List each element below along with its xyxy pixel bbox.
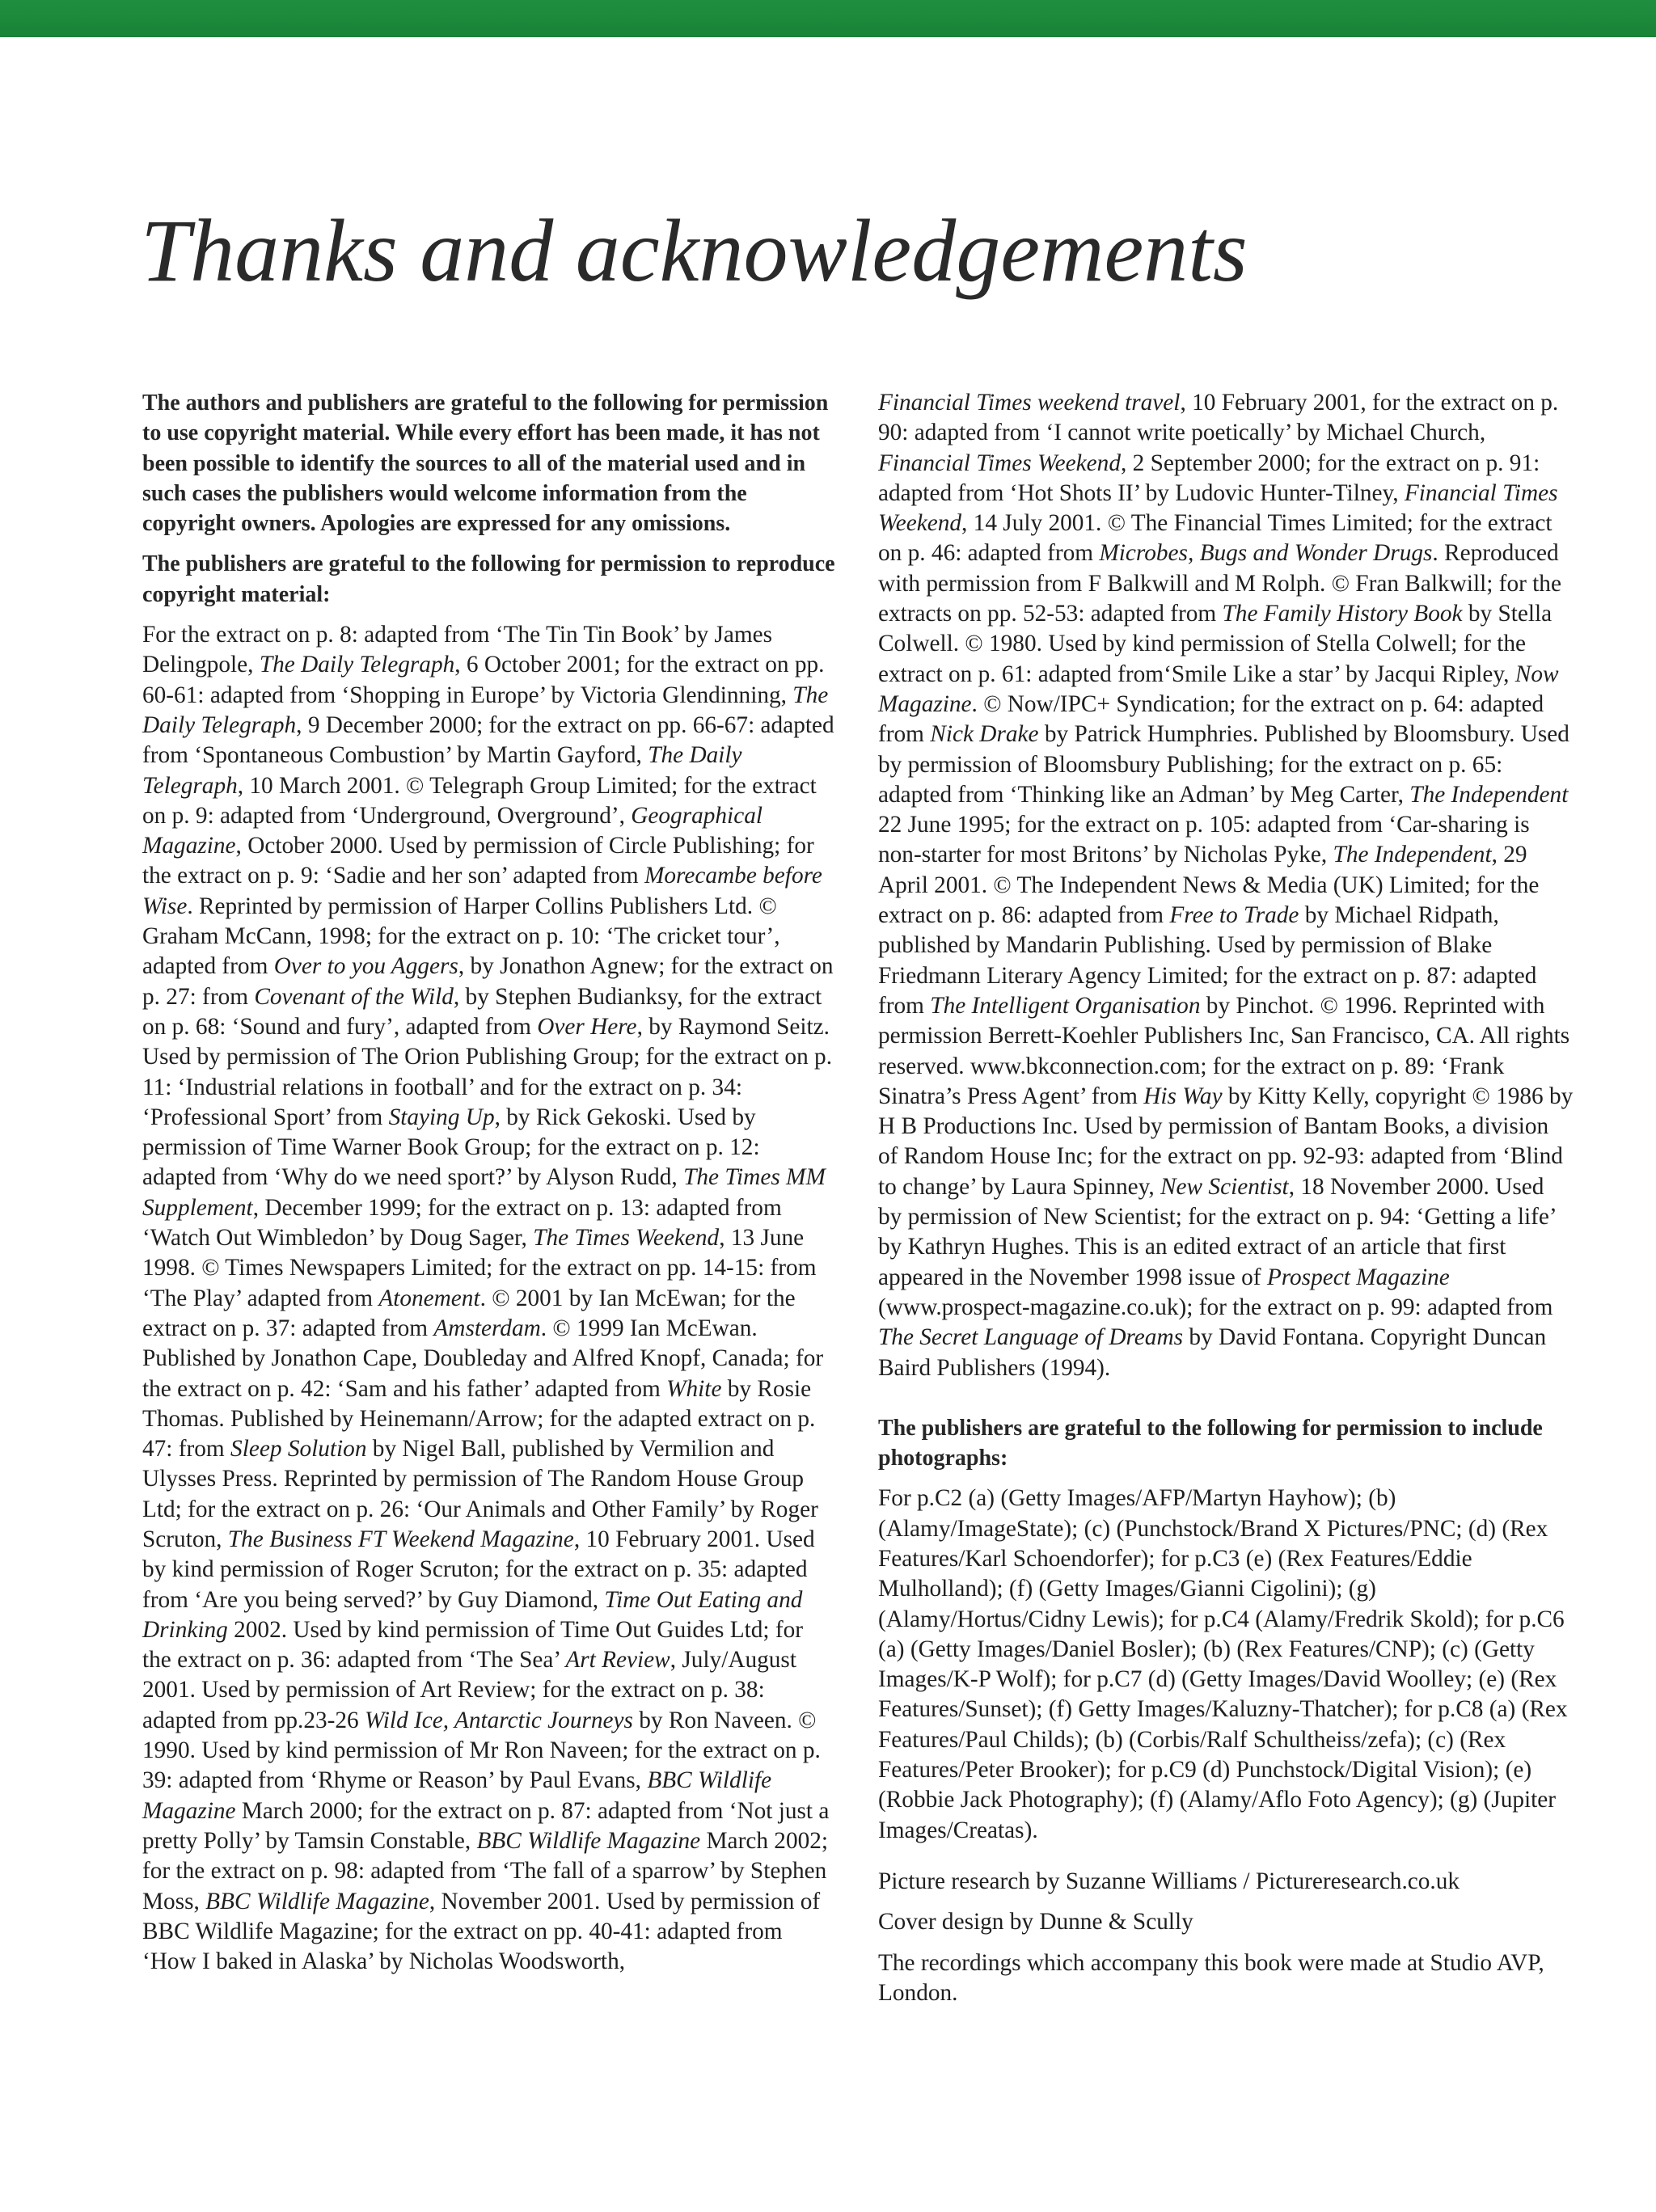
publication-title: BBC Wildlife Magazine	[476, 1827, 701, 1854]
publication-title: The Times Weekend	[533, 1225, 720, 1252]
credit-text: by Stella Colwell. © 1980. Used by kind permission of Stella Colwell; for the extract on p. 61: adapted from‘Smile Like a star’ by Jacqui Ripley,	[878, 601, 1552, 687]
publication-title: Prospect Magazine	[1266, 1264, 1450, 1290]
publication-title: BBC Wildlife Magazine	[205, 1888, 429, 1914]
publication-title: Over Here	[537, 1013, 637, 1040]
credit-text: , 2 September 2000; for the extract on p. 91: adapted from ‘Hot Shots II’ by Ludovic Hunter-Tilney,	[878, 450, 1540, 506]
publication-title: The Independent	[1409, 781, 1569, 808]
credit-text: March 2000; for the extract on p. 87: adapted from ‘Not just a pretty Polly’ by Tamsin Constable,	[142, 1797, 830, 1854]
credit-text: March 2002; for the extract on p. 98: adapted from ‘The fall of a sparrow’ by Stephen Moss,	[142, 1827, 829, 1914]
publication-title: Now Magazine	[878, 661, 1559, 717]
credit-text: , 9 December 2000; for the extract on pp. 66-67: adapted from ‘Spontaneous Combustion’ by Martin Gayford,	[142, 711, 834, 769]
credit-text: . © Now/IPC+ Syndication; for the extract on p. 64: adapted from	[878, 690, 1544, 748]
credit-text: by Ron Naveen. © 1990. Used by kind permission of Mr Ron Naveen; for the extract on p. 39: adapted from ‘Rhyme or Reason’ by Paul Evans,	[142, 1707, 821, 1794]
credit-text: , November 2001. Used by permission of BBC Wildlife Magazine; for the extract on pp. 40-41: adapted from ‘How I baked in Alaska’ by Nicholas Woodsworth,	[142, 1888, 821, 1975]
intro-paragraph: The authors and publishers are grateful to the following for permission to use copyright material. While every effort has been made, it has not been possible to identify the sources to all of the material used and in such cases the publishers would welcome information from the copyright owners. Apologies are expressed for any omissions.	[142, 390, 829, 537]
credit-text: . © 2001 by Ian McEwan; for the extract on p. 37: adapted from	[142, 1285, 796, 1341]
credit-text: , July/August 2001. Used by permission of Art Review; for the extract on p. 38: adapted from pp.23-26	[142, 1647, 796, 1733]
credit-text: by Michael Ridpath, published by Mandarin Publishing. Used by permission of Blake Friedmann Literary Agency Limited; for the extract on p. 87: adapted from	[878, 902, 1537, 1019]
publication-title: Microbes, Bugs and Wonder Drugs	[1099, 540, 1433, 567]
publication-title: Wild Ice, Antarctic Journeys	[365, 1707, 633, 1733]
publication-title: Financial Times Weekend	[878, 479, 1558, 537]
credit-text: , 6 October 2001; for the extract on pp. 60-61: adapted from ‘Shopping in Europe’ by Victoria Glendinning,	[142, 652, 825, 708]
credit-text: , by Rick Gekoski. Used by permission of Time Warner Book Group; for the extract on p. 12: adapted from ‘Why do we need sport?’ by Alyson Rudd,	[142, 1104, 760, 1191]
photos-heading: The publishers are grateful to the following for permission to include photographs:	[878, 1415, 1543, 1471]
publication-title: The Daily Telegraph	[142, 742, 742, 799]
credit-text: , 10 March 2001. © Telegraph Group Limited; for the extract on p. 9: adapted from ‘Underground, Overground’,	[142, 772, 817, 829]
credit-text: . Reprinted by permission of Harper Collins Publishers Ltd. © Graham McCann, 1998; for the extract on p. 10: ‘The cricket tour’, adapted from	[142, 893, 780, 980]
credit-text: , October 2000. Used by permission of Circle Publishing; for the extract on p. 9: ‘Sadie and her son’ adapted from	[142, 833, 814, 889]
credit-text: , 13 June 1998. © Times Newspapers Limited; for the extract on pp. 14-15: from ‘The Play’ adapted from	[142, 1225, 817, 1311]
credits-continued-paragraph	[878, 388, 1574, 1383]
publication-title: Time Out Eating and Drinking	[142, 1586, 803, 1643]
picture-research-credit: Picture research by Suzanne Williams / Pictureresearch.co.uk	[878, 1868, 1460, 1894]
publication-title: Art Review	[565, 1647, 670, 1674]
publication-title: The Daily Telegraph	[142, 682, 829, 738]
publication-title: The Times MM Supplement	[142, 1164, 826, 1221]
top-green-bar	[0, 0, 1656, 37]
credit-text: , 10 February 2001, for the extract on p. 90: adapted from ‘I cannot write poetically’ by Michael Church,	[878, 390, 1559, 446]
publication-title: The Secret Language of Dreams	[878, 1324, 1184, 1351]
publication-title: Financial Times weekend travel	[878, 390, 1181, 416]
credit-text: by Pinchot. © 1996. Reprinted with permission Berrett-Koehler Publishers Inc, San Francisco, CA. All rights reserved. www.bkconnection.com; for the extract on p. 89: ‘Frank Sinatra’s Press Agent’ from	[878, 992, 1570, 1109]
credit-text: by Patrick Humphries. Published by Bloomsbury. Used by permission of Bloomsbury Publishing; for the extract on p. 65: adapted from ‘Thinking like an Adman’ by Meg Carter,	[878, 721, 1569, 808]
credit-text: 22 June 1995; for the extract on p. 105: adapted from ‘Car-sharing is non-starter for most Britons’ by Nicholas Pyke,	[878, 812, 1530, 868]
publication-title: Covenant of the Wild	[254, 983, 454, 1010]
credit-text: , by Stephen Budianksy, for the extract on p. 68: ‘Sound and fury’, adapted from	[142, 983, 822, 1040]
publication-title: New Scientist	[1160, 1173, 1289, 1200]
publication-title: The Intelligent Organisation	[930, 992, 1201, 1019]
credit-text: by Nigel Ball, published by Vermilion and Ulysses Press. Reprinted by permission of The Random House Group Ltd; for the extract on p. 26: ‘Our Animals and Other Family’ by Roger Scruton,	[142, 1436, 818, 1552]
publication-title: Atonement	[378, 1285, 480, 1311]
credit-text: . Reproduced with permission from F Balkwill and M Rolph. © Fran Balkwill; for the extracts on pp. 52-53: adapted from	[878, 540, 1561, 627]
credit-text: , by Jonathon Agnew; for the extract on p. 27: from	[142, 953, 834, 1010]
publication-title: Staying Up	[388, 1104, 495, 1130]
publication-title: BBC Wildlife Magazine	[142, 1767, 772, 1824]
credit-text: (www.prospect-magazine.co.uk); for the extract on p. 99: adapted from	[878, 1294, 1553, 1320]
publication-title: The Independent	[1333, 842, 1492, 868]
publication-title: Geographical Magazine	[142, 802, 763, 859]
publication-title: Sleep Solution	[230, 1436, 367, 1463]
publication-title: White	[666, 1375, 722, 1402]
publication-title: Amsterdam	[433, 1315, 541, 1341]
credit-text: , 10 February 2001. Used by kind permission of Roger Scruton; for the extract on p. 35: adapted from ‘Are you being served?’ by Guy Diamond,	[142, 1526, 815, 1613]
recordings-credit: The recordings which accompany this book were made at Studio AVP, London.	[878, 1949, 1544, 2006]
credits-paragraph	[142, 620, 838, 1977]
credit-text: by Rosie Thomas. Published by Heinemann/Arrow; for the adapted extract on p. 47: from	[142, 1375, 816, 1463]
right-column	[878, 388, 1574, 2019]
publication-title: Financial Times Weekend	[878, 450, 1121, 476]
page-title: Thanks and acknowledgements	[141, 201, 1248, 300]
publication-title: The Business FT Weekend Magazine	[227, 1526, 574, 1552]
publication-title: Morecambe before Wise	[142, 863, 822, 919]
credit-text: For the extract on p. 8: adapted from ‘The Tin Tin Book’ by James Delingpole,	[142, 622, 773, 678]
publication-title: His Way	[1143, 1083, 1223, 1109]
credit-text: , by Raymond Seitz. Used by permission of The Orion Publishing Group; for the extract on p. 11: ‘Industrial relations in football’ and for the extract on p. 34: ‘Professional Sport’ from	[142, 1013, 833, 1130]
publication-title: Nick Drake	[930, 721, 1039, 748]
credit-text: , December 1999; for the extract on p. 13: adapted from ‘Watch Out Wimbledon’ by Doug Sager,	[142, 1194, 782, 1252]
cover-design-credit: Cover design by Dunne & Scully	[878, 1909, 1193, 1936]
credit-text: by Kitty Kelly, copyright © 1986 by H B Productions Inc. Used by permission of Bantam Books, a division of Random House Inc; for the extract on pp. 92-93: adapted from ‘Blind to change’ by Laura Spinney,	[878, 1083, 1574, 1200]
publication-title: Over to you Aggers	[273, 953, 458, 980]
photo-credits-paragraph: For p.C2 (a) (Getty Images/AFP/Martyn Hayhow); (b) (Alamy/ImageState); (c) (Punchstock/Brand X Pictures/PNC; (d) (Rex Features/Karl Schoendorfer); for p.C3 (e) (Rex Features/Eddie Mulholland); (f) (Getty Images/Gianni Cigolini); (g) (Alamy/Hortus/Cidny Lewis); for p.C4 (Alamy/Fredrik Skold); for p.C6 (a) (Getty Images/Daniel Bosler); (b) (Rex Features/CNP); (c) (Getty Images/K-P Wolf); for p.C7 (d) (Getty Images/David Woolley; (e) (Rex Features/Sunset); (f) Getty Images/Kaluzny-Thatcher); for p.C8 (a) (Rex Features/Paul Childs); (b) (Corbis/Ralf Schultheiss/zefa); (c) (Rex Features/Peter Brooker); for p.C9 (d) Punchstock/Digital Vision); (e) (Robbie Jack Photography); (f) (Alamy/Aflo Foto Agency); (g) (Jupiter Images/Creatas).	[878, 1485, 1568, 1843]
publication-title: Free to Trade	[1169, 902, 1299, 929]
credit-text: , 18 November 2000. Used by permission of New Scientist; for the extract on p. 94: ‘Getting a life’ by Kathryn Hughes. This is an edited extract of an article that first appeared in the November 1998 issue of	[878, 1173, 1556, 1290]
publication-title: The Daily Telegraph	[259, 652, 455, 678]
credit-text: , 29 April 2001. © The Independent News & Media (UK) Limited; for the extract on p. 86: adapted from	[878, 842, 1540, 929]
publication-title: The Family History Book	[1222, 601, 1463, 627]
permission-heading: The publishers are grateful to the following for permission to reproduce copyright material:	[142, 551, 835, 607]
credit-text: , 14 July 2001. © The Financial Times Limited; for the extract on p. 46: adapted from	[878, 510, 1552, 567]
left-column	[142, 388, 838, 1987]
credit-text: . © 1999 Ian McEwan. Published by Jonathon Cape, Doubleday and Alfred Knopf, Canada; for the extract on p. 42: ‘Sam and his father’ adapted from	[142, 1315, 824, 1402]
credit-text: by David Fontana. Copyright Duncan Baird Publishers (1994).	[878, 1324, 1547, 1381]
credit-text: 2002. Used by kind permission of Time Out Guides Ltd; for the extract on p. 36: adapted from ‘The Sea’	[142, 1616, 804, 1674]
